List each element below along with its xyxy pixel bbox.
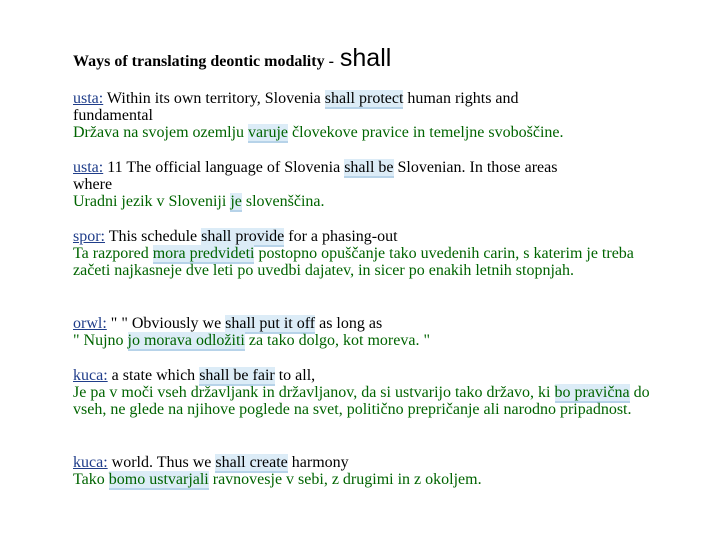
english-sentence-cont: fundamental [73,107,153,124]
modal-highlight: shall protect [324,90,404,107]
english-sentence [73,228,671,245]
slide-title [73,44,391,73]
modal-highlight: shall provide [201,228,285,245]
english-text: to all, [274,367,316,384]
english-text: for a phasing-out [284,228,398,245]
corpus-tag: usta: [73,90,104,107]
english-text: world. Thus we [107,454,216,471]
translation-highlight: bo pravična [554,384,630,401]
corpus-tag: kuca: [73,454,108,471]
example-block-5 [73,367,671,418]
example-block-4 [73,315,673,349]
english-text: " " Obviously we [106,315,226,332]
corpus-tag: usta: [73,159,104,176]
modal-highlight: shall create [215,454,288,471]
title-main: Ways of translating deontic modality - [73,53,338,70]
slovene-text: Tako [73,471,109,488]
corpus-tag: orwl: [73,315,107,332]
slovene-text: Država na svojem ozemlju [73,124,249,141]
modal-highlight: shall be [344,159,394,176]
slovene-text: " Nujno [73,332,128,349]
modal-highlight: shall be fair [199,367,275,384]
english-sentence [73,454,673,471]
english-sentence [73,159,673,176]
translation-highlight: jo morava odložiti [127,332,245,349]
slovene-text: človekove pravice in temeljne svoboščine. [288,124,564,141]
example-block-2 [73,159,673,210]
english-text: a state which [107,367,200,384]
english-text: harmony [287,454,349,471]
slovene-text: ravnovesje v sebi, z drugimi in z okoljem. [208,471,482,488]
english-text: as long as [315,315,383,332]
english-sentence [73,90,673,107]
english-sentence [73,315,673,332]
english-text: human rights and [403,90,519,107]
slovene-translation [73,332,673,349]
example-block-3 [73,228,671,279]
slovene-text: do vseh, ne glede na njihove poglede na svet, politično prepričanje ali narodno pripadnost. [73,384,650,418]
corpus-tag: spor: [73,228,105,245]
slovene-translation [73,245,671,279]
english-sentence-cont: where [73,176,113,193]
corpus-tag: kuca: [73,367,108,384]
english-text: 11 The official language of Slovenia [103,159,345,176]
slovene-translation [73,193,673,210]
slovene-text: postopno opuščanje tako uvedenih carin, s katerim je treba začeti najkasneje dve leti po uvedbi dajatev, in sicer po enakih letnih stopnjah. [73,245,634,279]
translation-highlight: je [230,193,242,210]
slovene-translation [73,471,673,488]
slovene-text: Je pa v moči vseh državljank in državljanov, da si ustvarijo tako državo, ki [73,384,555,401]
example-block-1 [73,90,673,141]
translation-highlight: varuje [248,124,289,141]
slovene-text: Uradni jezik v Sloveniji [73,193,231,210]
english-text: Within its own territory, Slovenia [103,90,325,107]
translation-highlight: bomo ustvarjali [108,471,209,488]
translation-highlight: mora predvideti [152,245,255,262]
modal-highlight: shall put it off [225,315,316,332]
english-sentence [73,367,671,384]
slovene-text: Ta razpored [73,245,153,262]
slovene-text: slovenščina. [241,193,325,210]
english-text: This schedule [105,228,202,245]
slovene-translation [73,384,671,418]
english-text: Slovenian. In those areas [393,159,558,176]
slovene-translation [73,124,673,141]
example-block-6 [73,454,673,488]
slovene-text: za tako dolgo, kot moreva. " [244,332,430,349]
title-keyword: shall [339,44,392,72]
